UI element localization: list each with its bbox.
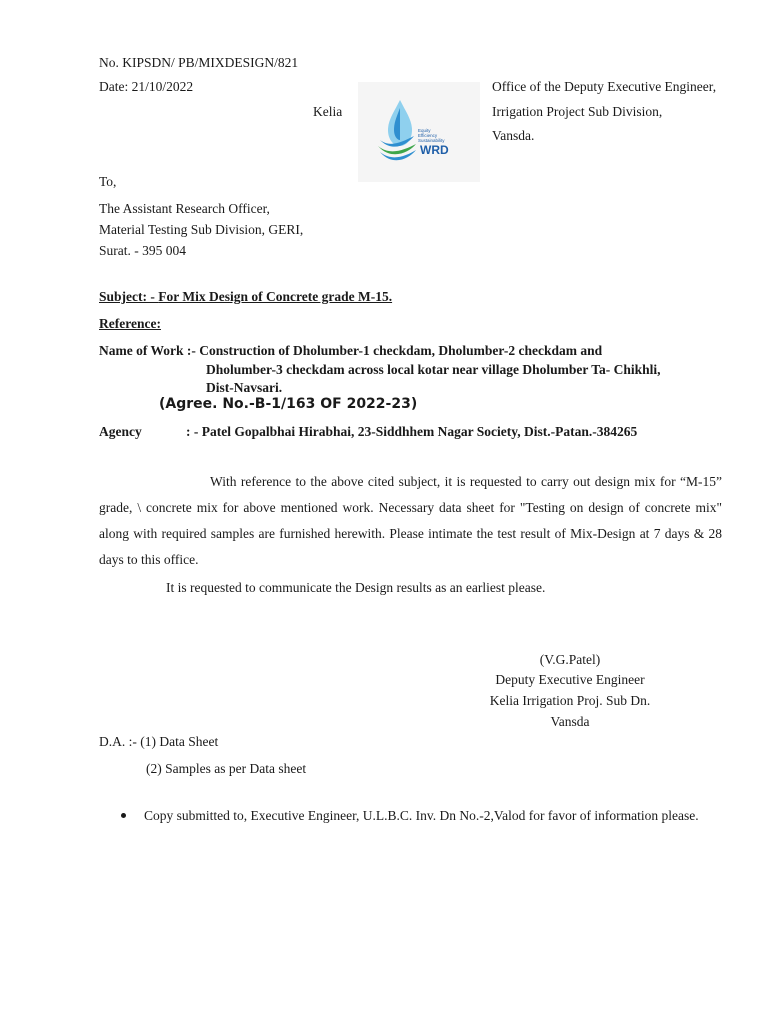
logo-wordmark: WRD xyxy=(420,143,449,157)
logo-tagline-1: Equity xyxy=(418,128,431,133)
enclosure-item-2: (2) Samples as per Data sheet xyxy=(146,761,307,776)
signatory-name: (V.G.Patel) xyxy=(539,652,601,667)
to-label: To, xyxy=(99,174,117,189)
signatory-office: Kelia Irrigation Proj. Sub Dn. xyxy=(489,693,651,708)
reference-label: Reference: xyxy=(99,316,161,331)
body-paragraph-2: It is requested to communicate the Design results as an earliest please. xyxy=(166,580,546,595)
signatory-designation: Deputy Executive Engineer xyxy=(495,672,645,687)
name-of-work-line-2: Dholumber-3 checkdam across local kotar near village Dholumber Ta- Chikhli, xyxy=(206,362,661,377)
subject-label: Subject: - xyxy=(99,289,159,304)
letter-date: Date: 21/10/2022 xyxy=(99,79,194,94)
subject-line xyxy=(99,289,392,305)
enclosure-item-1: D.A. :- (1) Data Sheet xyxy=(99,734,219,749)
recipient-line-3: Surat. - 395 004 xyxy=(99,243,186,258)
agency-label: Agency xyxy=(99,424,142,439)
office-line-1: Office of the Deputy Executive Engineer, xyxy=(492,79,717,94)
recipient-line-2: Material Testing Sub Division, GERI, xyxy=(99,222,304,237)
office-line-3: Vansda. xyxy=(492,128,535,143)
signatory-place: Vansda xyxy=(550,714,590,729)
body-paragraph-1: With reference to the above cited subject, it is requested to carry out design mix for “M-15” grade, \ concrete mix for above mentioned work. Necessary data sheet for "Testing on design of concrete mix" along with required samples are furnished herewith. Please intimate the test result of Mix-Design at 7 days & 28 days to this office. xyxy=(99,474,722,567)
name-of-work-text-1: Construction of Dholumber-1 checkdam, Dholumber-2 checkdam and xyxy=(199,343,603,358)
wrd-logo xyxy=(358,82,480,182)
agency-text: : - Patel Gopalbhai Hirabhai, 23-Siddhhem Nagar Society, Dist.-Patan.-384265 xyxy=(186,424,638,439)
logo-tagline-2: Efficiency xyxy=(418,133,438,138)
name-of-work-line-3: Dist-Navsari. xyxy=(206,380,283,395)
logo-tagline-3: Sustainability xyxy=(418,138,445,143)
subject-text: For Mix Design of Concrete grade M-15. xyxy=(158,289,393,304)
copy-to-note: Copy submitted to, Executive Engineer, U.L.B.C. Inv. Dn No.-2,Valod for favor of information please. xyxy=(144,808,699,823)
office-line-2: Irrigation Project Sub Division, xyxy=(492,104,663,119)
reference-number: No. KIPSDN/ PB/MIXDESIGN/821 xyxy=(99,55,299,70)
name-of-work-line-1 xyxy=(99,343,602,359)
bullet-icon xyxy=(121,813,126,818)
agreement-number: (Agree. No.-B-1/163 OF 2022-23) xyxy=(159,396,418,412)
recipient-line-1: The Assistant Research Officer, xyxy=(99,201,270,216)
wrd-water-drop-icon xyxy=(358,82,480,182)
name-of-work-label: Name of Work :- xyxy=(99,343,200,358)
place-name: Kelia xyxy=(313,104,343,119)
